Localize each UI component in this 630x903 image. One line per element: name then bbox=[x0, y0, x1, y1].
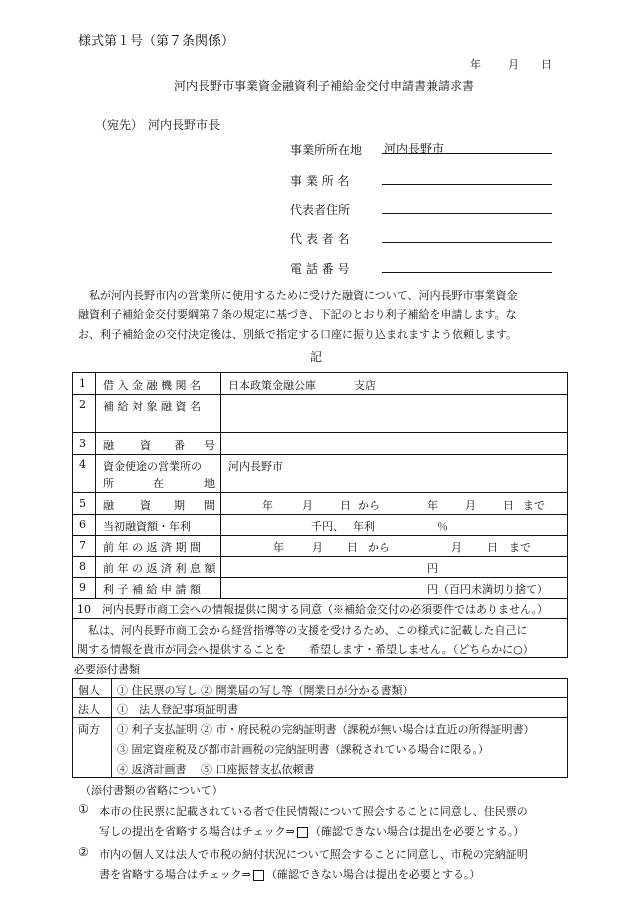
row-9-label: 利 子 補 給 申 請 額 bbox=[103, 583, 201, 596]
row-4-value[interactable]: 河内長野市 bbox=[228, 460, 283, 473]
docs-both-line-2: ③ 固定資産税及び都市計画税の完納証明書（課税されている場合に限る。） bbox=[117, 743, 489, 756]
row-7-label: 前 年 の 返 済 期 間 bbox=[103, 541, 201, 554]
address-value[interactable]: 河内長野市 bbox=[384, 142, 445, 156]
row-4-label-line1: 資金使途の営業所の bbox=[103, 460, 202, 473]
table-rule bbox=[72, 514, 568, 515]
document-title: 河内長野市事業資金融資利子補給金交付申請書兼請求書 bbox=[174, 79, 475, 93]
table-rule bbox=[72, 535, 568, 536]
omit-item-1-checkbox[interactable] bbox=[297, 827, 308, 838]
docs-both-line-3: ④ 返済計画書 ⑤ 口座振替支払依頼書 bbox=[117, 763, 315, 776]
omit-item-2-checkbox[interactable] bbox=[253, 870, 264, 881]
docs-both-label: 両方 bbox=[78, 723, 100, 736]
body-line-1: 私が河内長野市内の営業所に使用するために受けた融資について、河内長野市事業資金 bbox=[78, 289, 518, 302]
body-line-2: 融資利子補給金交付要綱第７条の規定に基づき、下記のとおり利子補給を申請します。な bbox=[78, 308, 517, 321]
office-name-label: 事 業 所 名 bbox=[290, 174, 350, 188]
row-8-label: 前 年 の 返 済 利 息 額 bbox=[103, 562, 216, 575]
body-line-3: お、利子補給金の交付決定後は、別紙で指定する口座に振り込まれますよう依頼します。 bbox=[78, 328, 518, 341]
docs-both-line-1: ① 利子支払証明 ② 市・府民税の完納証明書（課税が無い場合は直近の所得証明書） bbox=[117, 723, 535, 736]
row-5-year-1: 年 bbox=[262, 499, 273, 512]
row-7-from: から bbox=[368, 541, 390, 554]
docs-corporate-label: 法人 bbox=[78, 703, 100, 716]
docs-rule bbox=[72, 717, 568, 718]
omit-item-1-note: （確認できない場合は提出を必要とする。） bbox=[309, 825, 525, 838]
row-6-thousand-yen: 千円、 bbox=[311, 520, 344, 533]
row-7-year-1: 年 bbox=[273, 541, 284, 554]
docs-individual-label: 個人 bbox=[78, 684, 100, 697]
row-10-heading: 10 河内長野市商工会への情報提供に関する同意（※補給金交付の必須要件ではありません。） bbox=[77, 603, 549, 616]
omit-item-2-note: （確認できない場合は提出を必要とする。） bbox=[265, 868, 481, 881]
table-col-label-divider bbox=[220, 372, 221, 598]
row-3-number: 3 bbox=[79, 437, 86, 450]
row-7-month-2: 月 bbox=[451, 541, 462, 554]
consent-line-2: 関する情報を貴市が同会へ提供することを bbox=[77, 643, 286, 656]
table-rule bbox=[72, 432, 568, 433]
row-7-number: 7 bbox=[79, 539, 86, 552]
row-3-label-part: 号 bbox=[204, 439, 215, 452]
row-5-label-part: 間 bbox=[204, 499, 215, 512]
row-4-number: 4 bbox=[79, 458, 86, 471]
row-5-label-part: 期 bbox=[174, 499, 185, 512]
addressee-name: 河内長野市長 bbox=[148, 118, 221, 132]
form-number: 様式第１号（第７条関係） bbox=[78, 34, 235, 49]
omit-item-2-check-text: 書を省略する場合はチェック⇒ bbox=[99, 868, 251, 881]
table-rule bbox=[72, 454, 568, 455]
table-col-no-divider bbox=[95, 372, 96, 598]
date-year: 年 bbox=[470, 58, 481, 71]
row-4-label-part: 在 bbox=[153, 477, 164, 490]
table-rule bbox=[72, 618, 568, 619]
row-5-number: 5 bbox=[79, 497, 86, 510]
row-1-bank[interactable]: 日本政策金融公庫 bbox=[228, 379, 316, 392]
row-6-percent: ％ bbox=[437, 520, 448, 533]
table-rule bbox=[72, 598, 568, 599]
row-5-label-part: 資 bbox=[140, 499, 151, 512]
row-5-label-part: 融 bbox=[103, 499, 114, 512]
row-5-month-1: 月 bbox=[302, 499, 313, 512]
row-7-month-1: 月 bbox=[312, 541, 323, 554]
omit-item-1-check-text: 写しの提出を省略する場合はチェック⇒ bbox=[99, 825, 295, 838]
omit-item-1-number: ① bbox=[78, 802, 89, 816]
row-1-branch: 支店 bbox=[354, 379, 376, 392]
docs-corporate-text: ① 法人登記事項証明書 bbox=[117, 703, 238, 716]
row-5-from: から bbox=[358, 499, 380, 512]
rep-address-label: 代表者住所 bbox=[290, 203, 351, 217]
row-9-unit: 円（百円未満切り捨て） bbox=[427, 583, 548, 596]
omit-item-1-line-2 bbox=[99, 823, 524, 839]
phone-label: 電 話 番 号 bbox=[290, 262, 350, 276]
omit-item-1-line-1: 本市の住民票に記載されている者で住民情報について照会することに同意し、住民票の bbox=[99, 805, 528, 818]
row-6-number: 6 bbox=[79, 518, 86, 531]
omit-item-2-line-2 bbox=[99, 866, 480, 882]
row-7-to: まで bbox=[509, 541, 531, 554]
table-rule bbox=[72, 556, 568, 557]
row-5-day-2: 日 bbox=[503, 499, 514, 512]
row-6-label: 当初融資額・年利 bbox=[103, 520, 191, 533]
date-day: 日 bbox=[541, 58, 552, 71]
row-2-label: 補 給 対 象 融 資 名 bbox=[103, 400, 201, 413]
office-name-field[interactable] bbox=[382, 184, 552, 185]
row-7-day-1: 日 bbox=[347, 541, 358, 554]
omit-item-2-number: ② bbox=[78, 845, 89, 859]
row-1-number: 1 bbox=[79, 377, 86, 390]
row-5-to: まで bbox=[523, 499, 545, 512]
row-8-number: 8 bbox=[79, 560, 86, 573]
row-8-unit: 円 bbox=[427, 562, 438, 575]
consent-choice[interactable]: 希望します・希望しません。（どちらかに○） bbox=[298, 643, 534, 656]
row-4-label-part: 地 bbox=[204, 477, 215, 490]
rep-name-field[interactable] bbox=[382, 242, 552, 243]
date-month: 月 bbox=[508, 58, 519, 71]
row-3-label-part: 番 bbox=[174, 439, 185, 452]
row-7-day-2: 日 bbox=[487, 541, 498, 554]
table-rule bbox=[72, 492, 568, 493]
row-3-label-part: 資 bbox=[140, 439, 151, 452]
row-4-label-part: 所 bbox=[103, 477, 114, 490]
row-5-day-1: 日 bbox=[340, 499, 351, 512]
rep-name-label: 代 表 者 名 bbox=[290, 232, 350, 246]
address-label: 事業所所在地 bbox=[290, 143, 363, 157]
addressee-prefix: （宛先） bbox=[95, 118, 144, 132]
table-rule bbox=[72, 394, 568, 395]
address-underline bbox=[382, 153, 552, 154]
row-1-label: 借 入 金 融 機 関 名 bbox=[103, 379, 201, 392]
row-2-number: 2 bbox=[79, 398, 86, 411]
row-9-number: 9 bbox=[79, 581, 86, 594]
consent-line-1: 私は、河内長野市商工会から経営指導等の支援を受けるため、この様式に記載した自己に bbox=[77, 624, 528, 637]
row-5-year-2: 年 bbox=[427, 499, 438, 512]
docs-individual-text: ① 住民票の写し ② 開業届の写し等（開業日が分かる書類） bbox=[117, 684, 414, 697]
omit-item-2-line-1: 市内の個人又は法人で市税の納付状況について照会することに同意し、市税の完納証明 bbox=[99, 848, 528, 861]
phone-field[interactable] bbox=[382, 272, 552, 273]
omit-heading: （添付書類の省略について） bbox=[80, 784, 223, 797]
docs-heading: 必要添付書類 bbox=[74, 663, 140, 676]
table-rule bbox=[72, 577, 568, 578]
row-3-label-part: 融 bbox=[103, 439, 114, 452]
row-5-month-2: 月 bbox=[465, 499, 476, 512]
ki-heading: 記 bbox=[310, 350, 323, 364]
row-6-rate: 年利 bbox=[353, 520, 375, 533]
rep-address-field[interactable] bbox=[382, 213, 552, 214]
docs-col-divider bbox=[111, 678, 112, 778]
